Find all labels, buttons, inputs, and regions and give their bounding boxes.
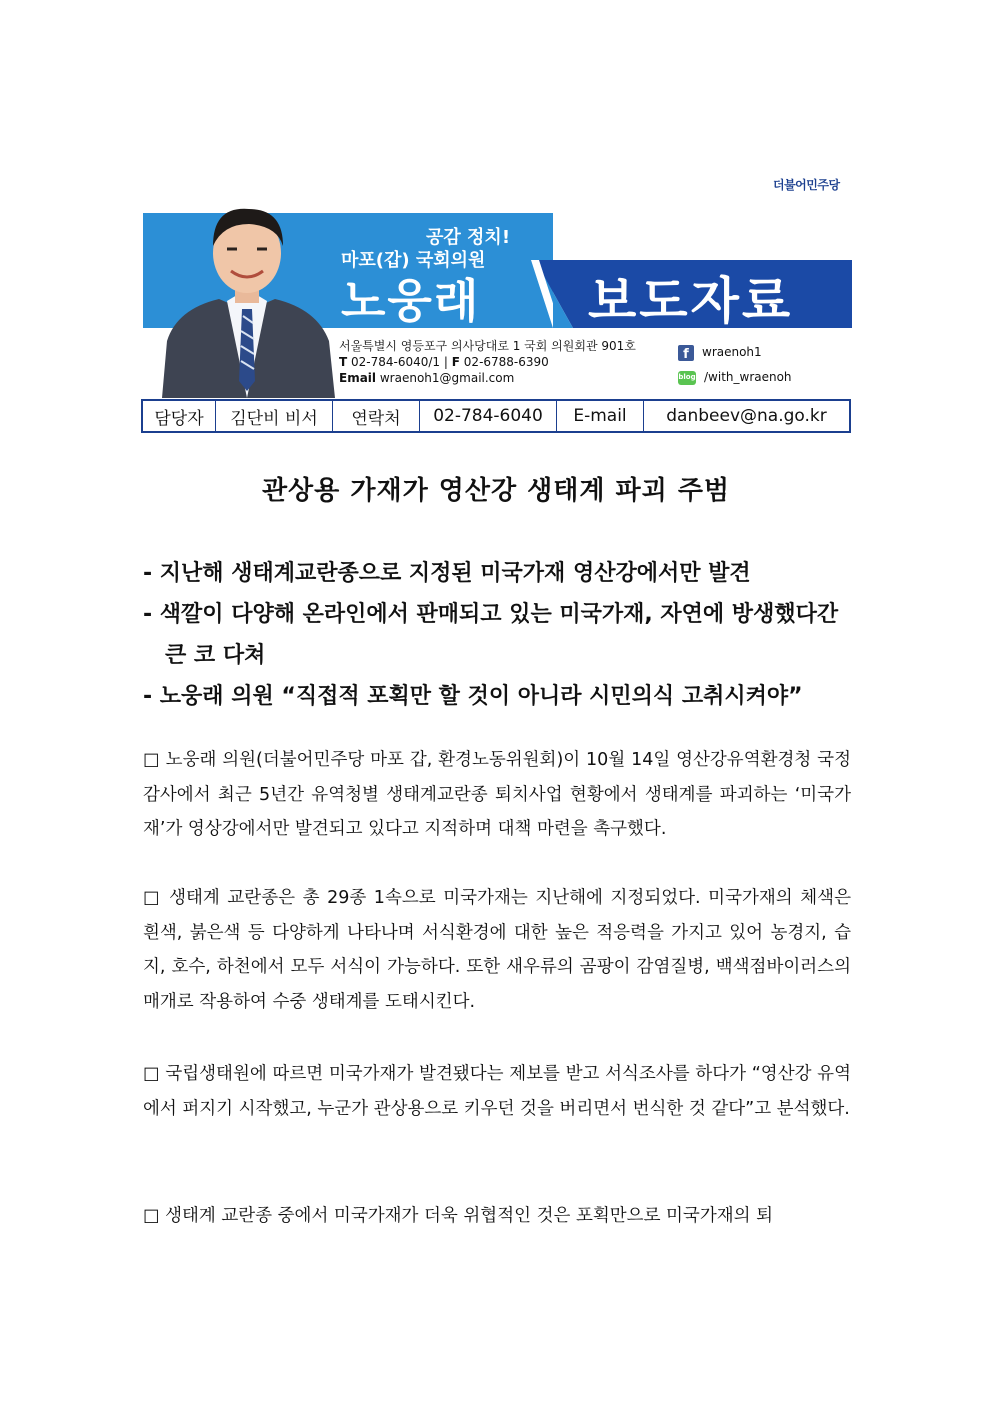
social-links	[678, 340, 792, 390]
manager-name: 김단비 비서	[216, 400, 333, 432]
headline: 관상용 가재가 영산강 생태계 파괴 주범	[261, 476, 731, 506]
facebook-handle[interactable]: wraenoh1	[702, 345, 762, 359]
body-paragraph: □ 국립생태원에 따르면 미국가재가 발견됐다는 제보를 받고 서식조사를 하다가 “영산강 유역에서 퍼지기 시작했고, 누군가 관상용으로 키우던 것을 버리면서 번식한 것 같다”고 분석했다.	[143, 1064, 851, 1119]
office-address: 서울특별시 영등포구 의사당대로 1 국회 의원회관 901호	[339, 339, 636, 353]
contact-table	[141, 399, 851, 433]
blog-icon: blog	[678, 371, 696, 385]
tel-label: T	[339, 355, 348, 369]
manager-label: 담당자	[142, 400, 216, 432]
email-label-cell: E-mail	[557, 400, 644, 432]
portrait-photo	[157, 191, 337, 398]
separator: |	[443, 355, 452, 369]
blog-handle[interactable]: /with_wraenoh	[704, 370, 792, 384]
contact-row	[142, 400, 850, 432]
body-paragraph: □ 생태계 교란종 중에서 미국가재가 더욱 위협적인 것은 포획만으로 미국가재의 퇴	[143, 1206, 774, 1226]
body-paragraph: □ 생태계 교란종은 총 29종 1속으로 미국가재는 지난해에 지정되었다. 미국가재의 체색은 흰색, 붉은색 등 다양하게 나타나며 서식환경에 대한 높은 적응력을 가지고 있어 농경지, 습지, 호수, 하천에서 모두 서식이 가능하다. 또한 새우류의 곰팡이 감염질병, 백색점바이러스의 매개로 작용하여 수중 생태계를 도태시킨다.	[143, 888, 851, 1012]
subtitle-item: - 지난해 생태계교란종으로 지정된 미국가재 영산강에서만 발견	[143, 561, 751, 586]
lawmaker-name: 노웅래	[341, 274, 481, 328]
press-release-banner	[143, 213, 852, 398]
contact-email[interactable]: danbeev@na.go.kr	[644, 400, 851, 432]
press-release-heading: 보도자료	[588, 272, 794, 330]
phone-label: 연락처	[333, 400, 420, 432]
tel-number: 02-784-6040/1	[351, 355, 441, 369]
email-line	[339, 370, 636, 386]
body-paragraph: □ 노웅래 의원(더불어민주당 마포 갑, 환경노동위원회)이 10월 14일 영산강유역환경청 국정감사에서 최근 5년간 유역청별 생태계교란종 퇴치사업 현황에서 생태계를 파괴하는 ‘미국가재’가 영상강에서만 발견되고 있다고 지적하며 대책 마련을 촉구했다.	[143, 750, 851, 839]
email-label: Email	[339, 371, 377, 385]
fax-number: 02-6788-6390	[463, 355, 549, 369]
blog-link[interactable]	[678, 365, 792, 390]
facebook-link[interactable]	[678, 340, 792, 365]
phone-fax-line	[339, 354, 636, 370]
subtitle-item: - 색깔이 다양해 온라인에서 판매되고 있는 미국가재, 자연에 방생했다간 큰 코 다쳐	[143, 602, 839, 668]
facebook-icon: f	[678, 345, 694, 361]
slogan: 공감 정치!	[426, 227, 511, 248]
office-contact-info	[339, 338, 636, 386]
subtitle-item: - 노웅래 의원 “직접적 포획만 할 것이 아니라 시민의식 고취시켜야”	[143, 684, 803, 709]
subtitle-list	[143, 553, 858, 717]
fax-label: F	[451, 355, 460, 369]
district-title: 마포(갑) 국회의원	[341, 250, 486, 271]
phone-number: 02-784-6040	[420, 400, 557, 432]
party-logo: 더불어민주당	[773, 178, 840, 192]
email-address[interactable]: wraenoh1@gmail.com	[379, 371, 515, 385]
